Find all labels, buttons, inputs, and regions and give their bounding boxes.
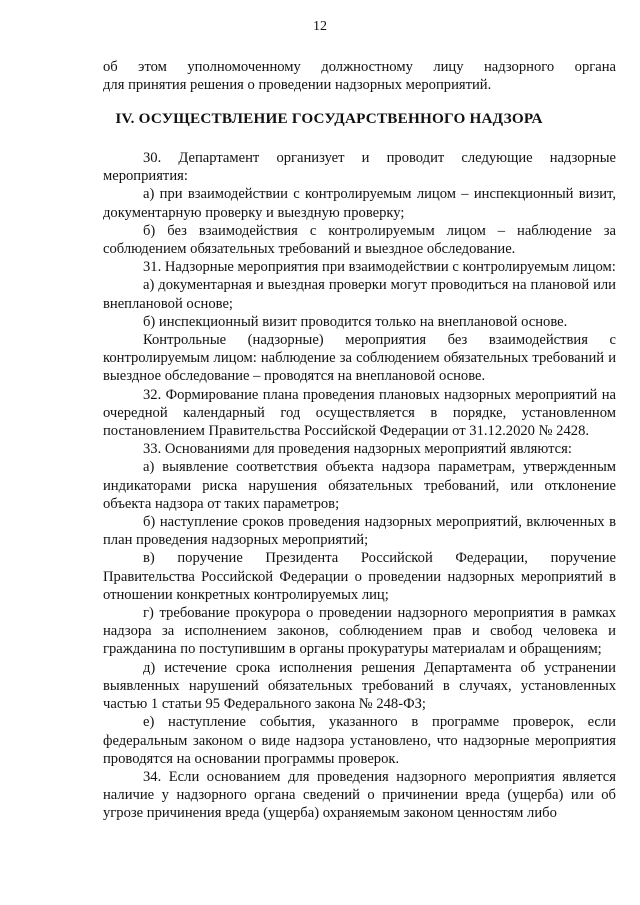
paragraph-34: 34. Если основанием для проведения надзорного мероприятия является наличие у надзорного органа сведений о причинении вреда (ущерба) или об угрозе причинения вреда (ущерба) охраняемым законом ценностям либо [103, 768, 616, 822]
paragraph-31-b: б) инспекционный визит проводится только на внеплановой основе. [143, 313, 568, 330]
paragraph-33-b: б) наступление сроков проведения надзорных мероприятий, включенных в план проведения надзорных мероприятий; [103, 514, 616, 549]
intro-line-2: для принятия решения о проведении надзорных мероприятий. [103, 77, 492, 94]
paragraph-33-v: в) поручение Президента Российской Федерации, поручение Правительства Российской Федерации о проведении надзорных мероприятий в отношении конкретных контролируемых лиц; [103, 550, 616, 603]
body-text [103, 149, 616, 823]
paragraph-33-a: а) выявление соответствия объекта надзора параметрам, утвержденным индикаторами риска нарушения обязательных требований, или отклонение объекта надзора от таких параметров; [103, 459, 616, 512]
intro-paragraph [103, 58, 616, 94]
paragraph-33-d: д) истечение срока исполнения решения Департамента об устранении выявленных нарушений обязательных требований в случаях, установленных частью 1 статьи 95 Федерального закона № 248-ФЗ; [103, 659, 616, 713]
paragraph-31-a: а) документарная и выездная проверки могут проводиться на плановой или внеплановой основе; [103, 277, 616, 312]
intro-line-1: об этом уполномоченному должностному лицу надзорного органа [103, 59, 616, 75]
paragraph-33: 33. Основаниями для проведения надзорных мероприятий являются: [143, 441, 572, 458]
section-heading: IV. ОСУЩЕСТВЛЕНИЕ ГОСУДАРСТВЕННОГО НАДЗОРА [115, 110, 543, 127]
paragraph-30-b: б) без взаимодействия с контролируемым лицом – наблюдение за соблюдением обязательных требований и выездное обследование. [103, 222, 616, 258]
paragraph-30: 30. Департамент организует и проводит следующие надзорные мероприятия: [103, 150, 616, 185]
paragraph-32: 32. Формирование плана проведения плановых надзорных мероприятий на очередной календарный год осуществляется в порядке, установленном постановлением Правительства Российской Федерации от 31.12.2020 № 2428. [103, 386, 616, 440]
paragraph-31: 31. Надзорные мероприятия при взаимодействии с контролируемым лицом: [143, 259, 616, 276]
paragraph-31-note: Контрольные (надзорные) мероприятия без взаимодействия с контролируемым лицом: наблюдение за соблюдением обязательных требований и выездное обследование – проводятся на внеплановой основе. [103, 332, 616, 385]
paragraph-33-e: е) наступление события, указанного в программе проверок, если федеральным законом о виде надзора установлено, что надзорные мероприятия проводятся на основании программы проверок. [103, 714, 616, 767]
paragraph-30-a: а) при взаимодействии с контролируемым лицом – инспекционный визит, документарную проверку и выездную проверку; [103, 186, 616, 221]
page-number: 12 [313, 19, 327, 34]
paragraph-33-g: г) требование прокурора о проведении надзорного мероприятия в рамках надзора за исполнением законов, соблюдением прав и свобод человека и гражданина по поступившим в органы прокуратуры материалам и обращениям; [103, 605, 616, 658]
